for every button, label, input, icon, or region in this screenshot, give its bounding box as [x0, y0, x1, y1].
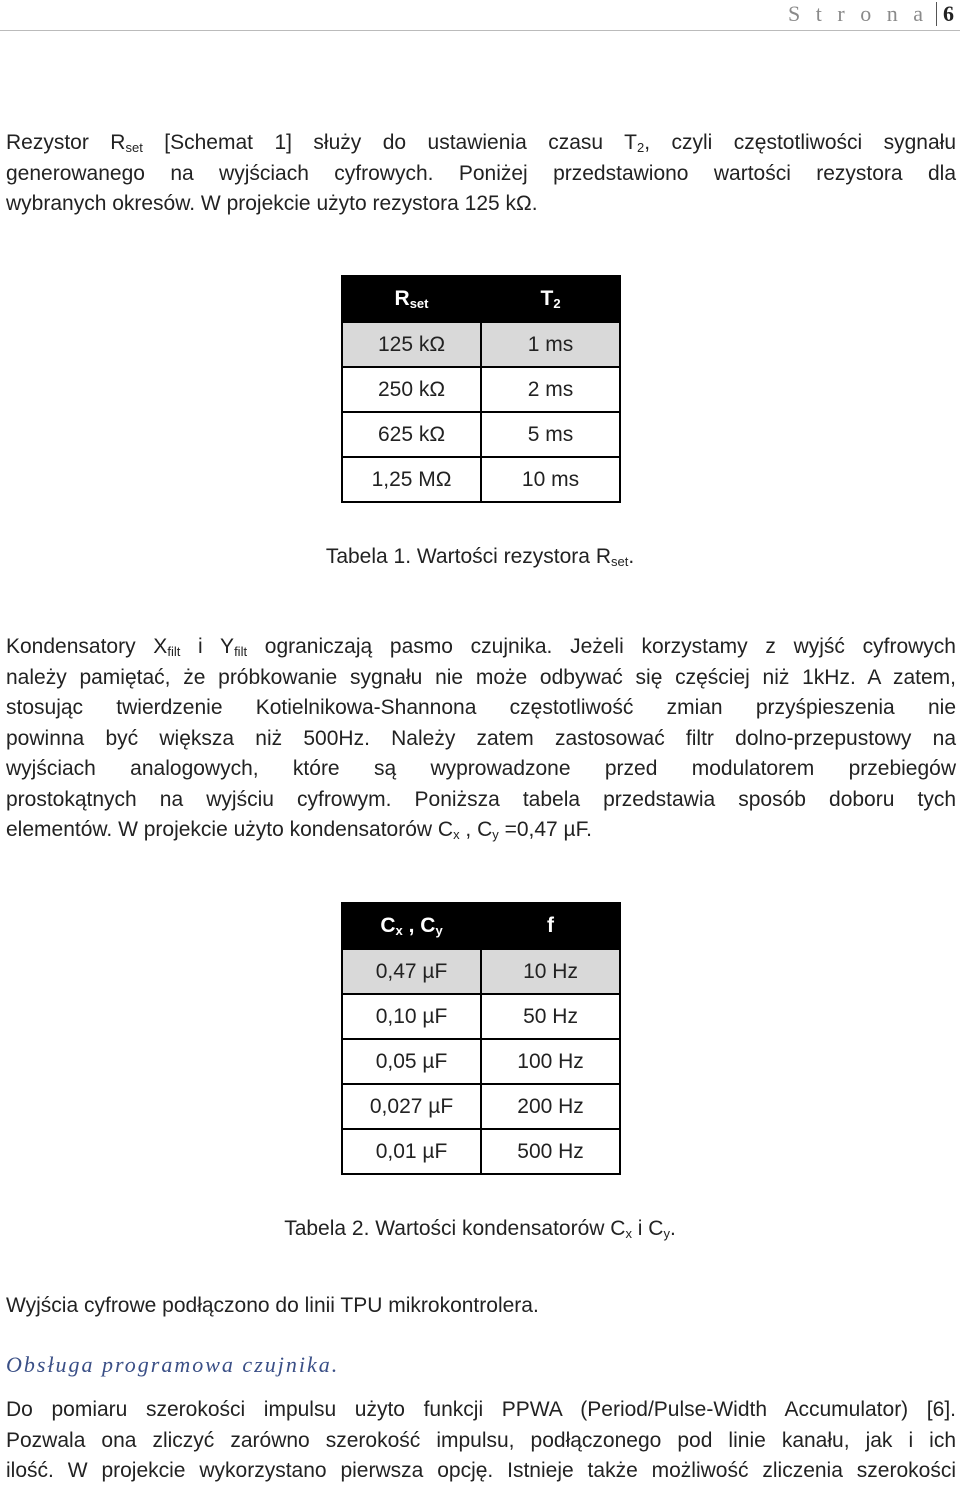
- paragraph-line: generowanego na wyjściach cyfrowych. Poniżej przedstawiono wartości rezystora dla: [6, 161, 956, 185]
- text-run: [Schemat 1] służy do ustawienia czasu T: [142, 131, 637, 154]
- capacitor-table: [341, 902, 621, 1175]
- table-header-row: [342, 903, 620, 949]
- table-cell: 100 Hz: [481, 1039, 620, 1084]
- page-label: S t r o n a: [788, 1, 928, 26]
- table-cell: 625 kΩ: [342, 412, 481, 457]
- table-cell: 0,05 µF: [342, 1039, 481, 1084]
- subscript: set: [125, 140, 143, 155]
- table-cell: 2 ms: [481, 367, 620, 412]
- column-header-f: f: [481, 903, 620, 949]
- table-cell: 0,01 µF: [342, 1129, 481, 1174]
- table-cell: 250 kΩ: [342, 367, 481, 412]
- page-header: [788, 0, 954, 28]
- section-heading: Obsługa programowa czujnika.: [6, 1352, 340, 1377]
- paragraph-line: Kondensatory $X_{filt}$ i $Y_{filt}$ ograniczają pasmo czujnika. Jeżeli korzystamy z wyjść cyfrowych: [6, 635, 956, 659]
- paragraph-line: prostokątnych na wyjściu cyfrowym. Poniższa tabela przedstawia sposób doboru tych: [6, 787, 956, 811]
- table-header-row: [342, 276, 620, 322]
- table-row: [342, 949, 620, 994]
- paragraph-line: Do pomiaru szerokości impulsu użyto funkcji PPWA (Period/Pulse-Width Accumulator) [6].: [6, 1398, 956, 1421]
- text-run: , czyli częstotliwości sygnału: [644, 131, 957, 154]
- table-cell: 1,25 MΩ: [342, 457, 481, 502]
- paragraph-line: elementów. W projekcie użyto kondensatorów $C_x$ , $C_y =0,47$ µF.: [6, 818, 592, 842]
- table-cell: 50 Hz: [481, 994, 620, 1039]
- table-row: [342, 1039, 620, 1084]
- subscript: 2: [636, 140, 645, 155]
- table-cell: 125 kΩ: [342, 322, 481, 367]
- table-cell: 500 Hz: [481, 1129, 620, 1174]
- table1-caption: Tabela 1. Wartości rezystora $R_{set}$.: [325, 545, 635, 569]
- table-row: [342, 1129, 620, 1174]
- paragraph-line: Wyjścia cyfrowe podłączono do linii TPU mikrokontrolera.: [6, 1294, 539, 1317]
- header-divider: [936, 2, 937, 26]
- table-cell: 200 Hz: [481, 1084, 620, 1129]
- paragraph-ppwa: [6, 1395, 956, 1487]
- header-rule: [0, 30, 960, 31]
- paragraph-line: stosując twierdzenie Kotielnikowa-Shannona częstotliwość zmian przyśpieszenia nie: [6, 696, 956, 719]
- paragraph-capacitors: [6, 632, 956, 846]
- paragraph-line: należy pamiętać, że próbkowanie sygnału nie może odbywać się częściej niż 1kHz. A zatem,: [6, 665, 956, 689]
- paragraph-line: wyjściach analogowych, które są wyprowadzone przed modulatorem przebiegów: [6, 757, 956, 780]
- table-row: [342, 367, 620, 412]
- resistor-table: [341, 275, 621, 503]
- table-row: [342, 412, 620, 457]
- table2-caption: Tabela 2. Wartości kondensatorów $C_x$ i $C_y$.: [284, 1217, 676, 1241]
- table-row: [342, 994, 620, 1039]
- text-run: Rezystor R: [6, 131, 126, 154]
- column-header-cx-cy: $C_x$ , $C_y$: [342, 903, 481, 949]
- table-cell: 10 Hz: [481, 949, 620, 994]
- table-cell: 10 ms: [481, 457, 620, 502]
- paragraph-tpu: [6, 1291, 956, 1322]
- paragraph-line: powinna być większa niż 500Hz. Należy zatem zastosować filtr dolno-przepustowy na: [6, 726, 956, 750]
- table-row: [342, 322, 620, 367]
- column-header-t2: $T_2$: [481, 276, 620, 322]
- paragraph-line: Pozwala ona zliczyć zarówno szerokość impulsu, podłączonego pod linie kanału, jak i ich: [6, 1428, 956, 1452]
- paragraph-rset: [6, 128, 956, 220]
- table-cell: 0,47 µF: [342, 949, 481, 994]
- paragraph-line: [6, 128, 956, 159]
- table-cell: 0,10 µF: [342, 994, 481, 1039]
- table-cell: 5 ms: [481, 412, 620, 457]
- table-row: [342, 1084, 620, 1129]
- page-number: 6: [943, 1, 954, 26]
- paragraph-line: ilość. W projekcie wykorzystano pierwsza opcję. Istnieje także możliwość zliczenia szerokości: [6, 1459, 956, 1482]
- paragraph-line: wybranych okresów. W projekcie użyto rezystora 125 kΩ.: [6, 192, 538, 215]
- table-cell: 0,027 µF: [342, 1084, 481, 1129]
- column-header-rset: $R_{set}$: [342, 276, 481, 322]
- table-row: [342, 457, 620, 502]
- table-cell: 1 ms: [481, 322, 620, 367]
